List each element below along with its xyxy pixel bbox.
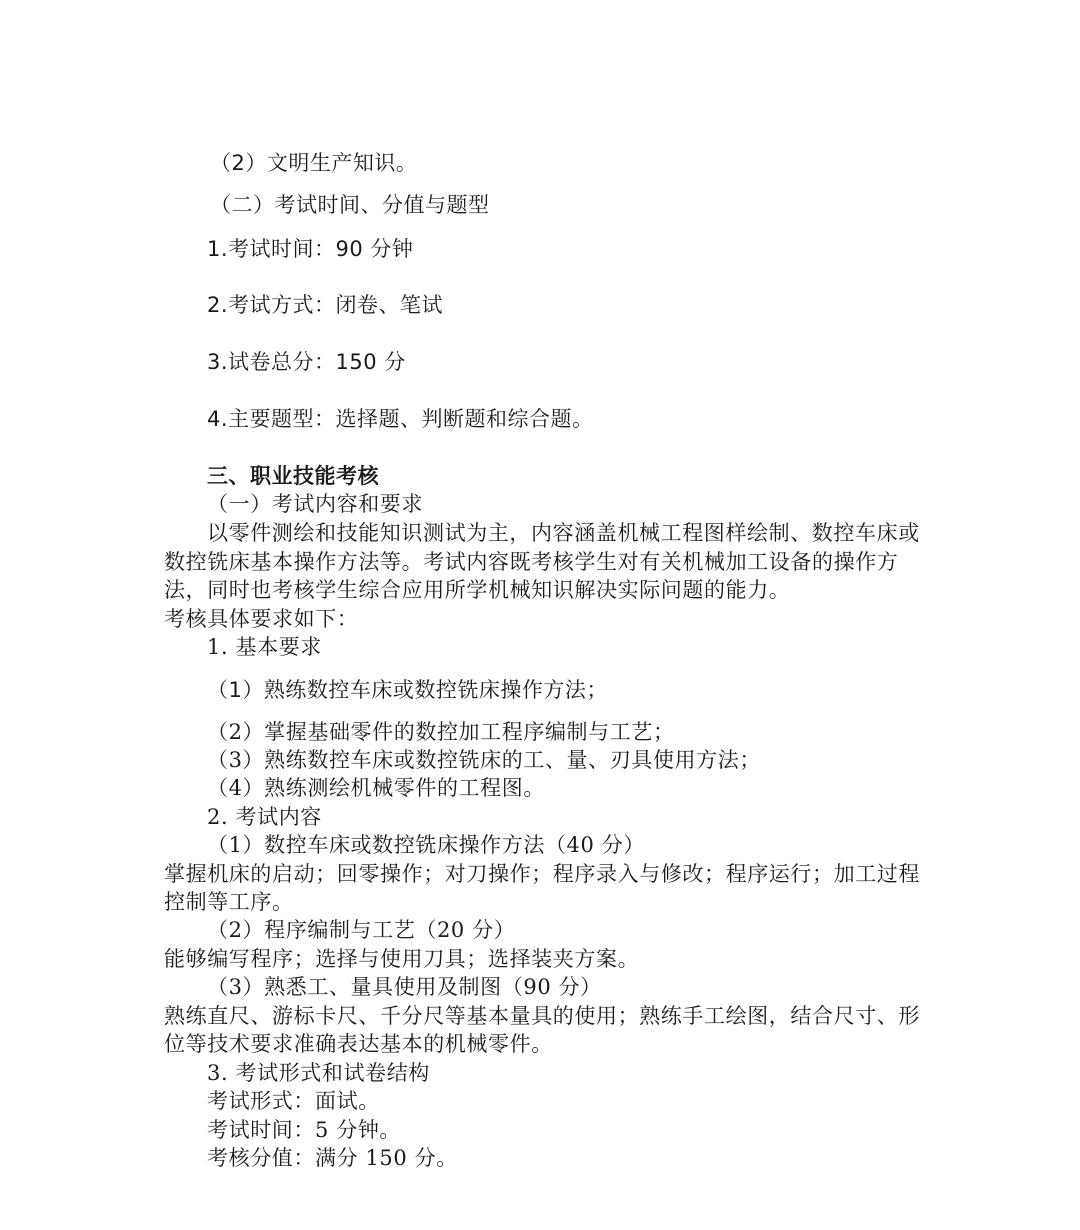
exam-mode: 2.考试方式：闭卷、笔试 <box>207 293 444 317</box>
basic-item-3: （3）熟练数控车床或数控铣床的工、量、刃具使用方法； <box>207 748 761 772</box>
format-item-score: 考核分值：满分 150 分。 <box>207 1146 458 1170</box>
civil-production-item: （2）文明生产知识。 <box>210 151 418 175</box>
content-1-body-2: 控制等工序。 <box>164 890 294 914</box>
exam-format-title: 3. 考试形式和试卷结构 <box>207 1061 430 1085</box>
format-item-time: 考试时间：5 分钟。 <box>207 1118 402 1142</box>
format-item-mode: 考试形式：面试。 <box>207 1089 380 1113</box>
exam-content-title: 2. 考试内容 <box>207 805 322 829</box>
content-3-body-2: 位等技术要求准确表达基本的机械零件。 <box>164 1032 553 1056</box>
basic-item-2: （2）掌握基础零件的数控加工程序编制与工艺； <box>207 720 675 744</box>
intro-line-3: 法，同时也考核学生综合应用所学机械知识解决实际问题的能力。 <box>164 578 791 602</box>
content-1-title: （1）数控车床或数控铣床操作方法（40 分） <box>207 833 645 857</box>
content-3-body-1: 熟练直尺、游标卡尺、千分尺等基本量具的使用；熟练手工绘图，结合尺寸、形 <box>164 1004 920 1028</box>
basic-item-1: （1）熟练数控车床或数控铣床操作方法； <box>207 678 608 702</box>
content-1-body-1: 掌握机床的启动；回零操作；对刀操作；程序录入与修改；程序运行；加工过程 <box>164 862 920 886</box>
section3-title: 三、职业技能考核 <box>207 464 379 488</box>
intro-line-2: 数控铣床基本操作方法等。考试内容既考核学生对有关机械加工设备的操作方 <box>164 550 899 574</box>
exam-time-score-heading: （二）考试时间、分值与题型 <box>210 193 490 217</box>
section3-sub1: （一）考试内容和要求 <box>207 492 423 516</box>
content-2-body: 能够编写程序；选择与使用刀具；选择装夹方案。 <box>164 947 640 971</box>
basic-requirements-title: 1. 基本要求 <box>207 635 322 659</box>
exam-total-score: 3.试卷总分：150 分 <box>207 350 406 374</box>
exam-question-types: 4.主要题型：选择题、判断题和综合题。 <box>207 407 594 431</box>
intro-line-1: 以零件测绘和技能知识测试为主，内容涵盖机械工程图样绘制、数控车床或 <box>207 521 920 545</box>
content-2-title: （2）程序编制与工艺（20 分） <box>207 918 516 942</box>
intro-line-4: 考核具体要求如下： <box>164 607 359 631</box>
basic-item-4: （4）熟练测绘机械零件的工程图。 <box>207 776 545 800</box>
content-3-title: （3）熟悉工、量具使用及制图（90 分） <box>207 975 602 999</box>
exam-duration: 1.考试时间：90 分钟 <box>207 237 414 261</box>
